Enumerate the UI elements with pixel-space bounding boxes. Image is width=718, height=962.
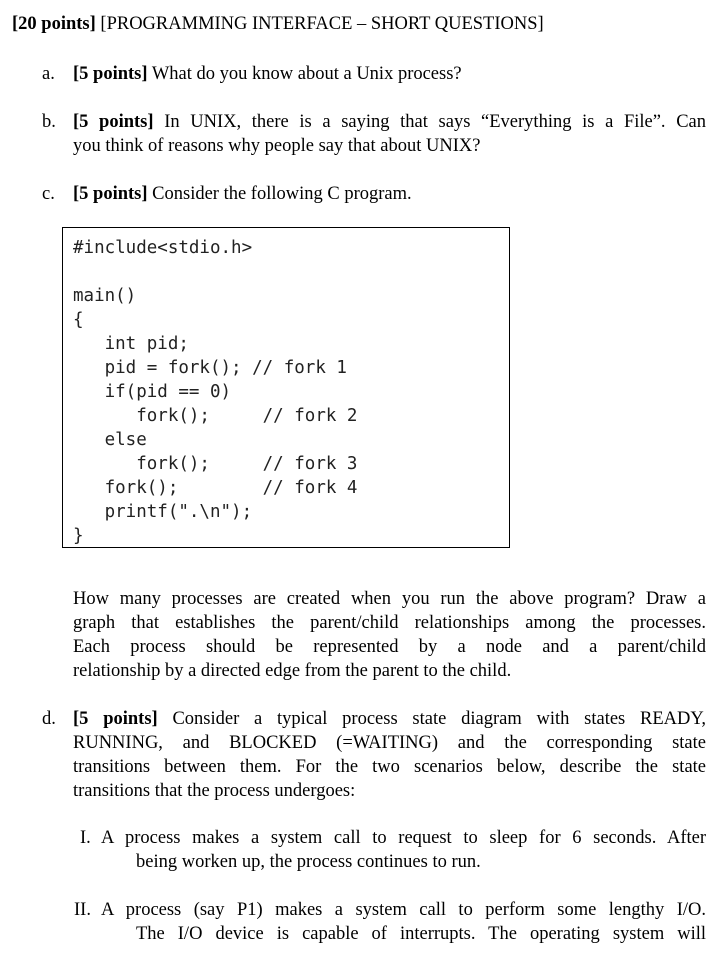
question-d-line-1: [73, 707, 706, 731]
code-block: [62, 227, 510, 548]
question-c-after-3: Each process should be represented by a node and a parent/child: [73, 637, 706, 657]
code-line-8: fork(); // fork 2: [73, 406, 358, 426]
question-c-points: [5 points]: [73, 184, 148, 204]
code-line-6: pid = fork(); // fork 1: [73, 358, 347, 378]
code-line-1: #include<stdio.h>: [73, 238, 253, 258]
scenario-2-label: II.: [74, 900, 91, 920]
code-line-5: int pid;: [73, 334, 189, 354]
scenario-2-line-2: The I/O device is capable of interrupts. The operating system will: [136, 924, 706, 944]
code-line-13: }: [73, 526, 84, 546]
code-line-3: main(): [73, 286, 137, 306]
scenario-1-label: I.: [80, 828, 91, 848]
scenario-1-line-2: being worken up, the process continues to run.: [136, 852, 481, 872]
question-b-points: [5 points]: [73, 112, 154, 132]
question-c-text: Consider the following C program.: [152, 184, 412, 204]
code-line-10: fork(); // fork 3: [73, 454, 358, 474]
scenario-1-line-1: A process makes a system call to request to sleep for 6 seconds. After: [101, 828, 706, 848]
question-a-points: [5 points]: [73, 64, 148, 84]
question-c-after-1: How many processes are created when you run the above program? Draw a: [73, 589, 706, 609]
code-line-12: printf(".\n");: [73, 502, 253, 522]
code-line-9: else: [73, 430, 147, 450]
code-line-7: if(pid == 0): [73, 382, 232, 402]
question-b-label: b.: [42, 112, 56, 132]
question-c-label: c.: [42, 184, 55, 204]
code-line-11: fork(); // fork 4: [73, 478, 358, 498]
header-title: [12, 12, 544, 36]
header-text: [PROGRAMMING INTERFACE – SHORT QUESTIONS]: [100, 14, 544, 34]
question-c-after-4: relationship by a directed edge from the parent to the child.: [73, 661, 512, 681]
question-a-label: a.: [42, 64, 55, 84]
question-c: [73, 182, 412, 206]
question-b-line-1: [73, 110, 706, 134]
question-a: [73, 62, 462, 86]
question-a-text: What do you know about a Unix process?: [151, 64, 462, 84]
scenario-2-line-1: A process (say P1) makes a system call to perform some lengthy I/O.: [101, 900, 706, 920]
question-b-line-2: you think of reasons why people say that about UNIX?: [73, 136, 481, 156]
question-d-label: d.: [42, 709, 56, 729]
question-d-line-3: transitions between them. For the two scenarios below, describe the state: [73, 757, 706, 777]
question-d-line-2: RUNNING, and BLOCKED (=WAITING) and the corresponding state: [73, 733, 706, 753]
question-d-points: [5 points]: [73, 709, 158, 729]
header-points: [20 points]: [12, 14, 96, 34]
question-c-after-2: graph that establishes the parent/child relationships among the processes.: [73, 613, 706, 633]
question-b-text-1: In UNIX, there is a saying that says “Everything is a File”. Can: [164, 112, 706, 132]
question-d-text-1: Consider a typical process state diagram with states READY,: [172, 709, 706, 729]
code-line-4: {: [73, 310, 84, 330]
question-d-line-4: transitions that the process undergoes:: [73, 781, 356, 801]
